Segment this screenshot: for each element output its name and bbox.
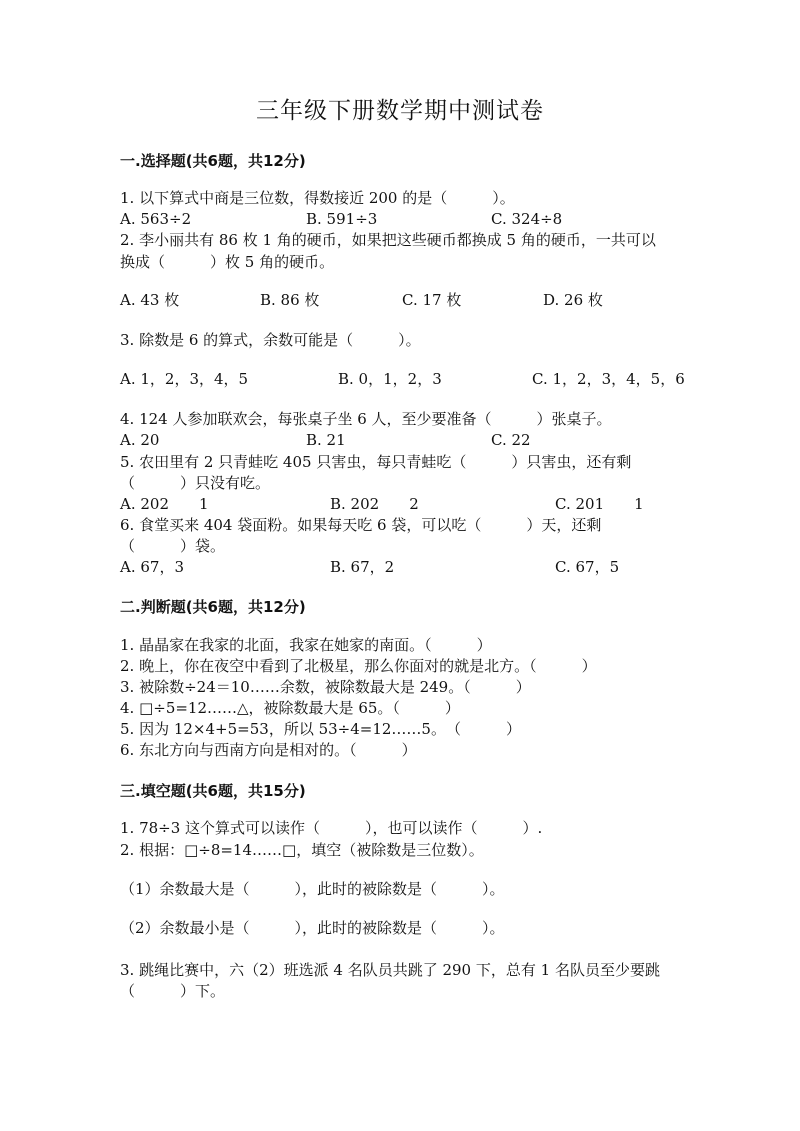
option-b: B. 591÷3 (306, 210, 378, 228)
option-a: A. 1，2，3，4，5 (120, 370, 249, 388)
option-c: C. 17 枚 (402, 291, 462, 309)
section-heading-judge: 二.判断题(共6题，共12分) (120, 598, 306, 616)
question-stem: （ ）只没有吃。 (120, 474, 271, 492)
option-a: A. 202 1 (120, 495, 209, 513)
fill-item: 3. 跳绳比赛中，六（2）班选派 4 名队员共跳了 290 下，总有 1 名队员至少要跳 (120, 961, 660, 979)
question-stem: （ ）袋。 (120, 537, 226, 555)
question-stem: 换成（ ）枚 5 角的硬币。 (120, 253, 335, 271)
option-b: B. 21 (306, 431, 346, 449)
judge-item: 3. 被除数÷24＝10……余数，被除数最大是 249。（ ） (120, 678, 531, 696)
question-stem: 2. 李小丽共有 86 枚 1 角的硬币，如果把这些硬币都换成 5 角的硬币，一共可以 (120, 231, 656, 249)
option-a: A. 43 枚 (120, 291, 180, 309)
option-b: B. 202 2 (330, 495, 419, 513)
question-stem: 6. 食堂买来 404 袋面粉。如果每天吃 6 袋，可以吃（ ）天，还剩 (120, 516, 602, 534)
fill-item: 1. 78÷3 这个算式可以读作（ ），也可以读作（ ）. (120, 819, 543, 837)
fill-item: （2）余数最小是（ ），此时的被除数是（ ）。 (120, 919, 505, 937)
page-title: 三年级下册数学期中测试卷 (256, 98, 544, 124)
option-b: B. 0，1，2，3 (338, 370, 442, 388)
option-c: C. 324÷8 (491, 210, 563, 228)
option-c: C. 1，2，3，4，5，6 (532, 370, 685, 388)
judge-item: 2. 晚上，你在夜空中看到了北极星，那么你面对的就是北方。（ ） (120, 657, 597, 675)
judge-item: 5. 因为 12×4+5=53，所以 53÷4=12……5。 （ ） (120, 720, 521, 738)
section-heading-choice: 一.选择题(共6题，共12分) (120, 152, 306, 170)
fill-item: 2. 根据：□÷8=14……□，填空（被除数是三位数）。 (120, 841, 484, 859)
section-heading-fill: 三.填空题(共6题，共15分) (120, 782, 306, 800)
question-stem: 4. 124 人参加联欢会，每张桌子坐 6 人，至少要准备（ ）张桌子。 (120, 410, 612, 428)
judge-item: 4. □÷5=12……△，被除数最大是 65。（ ） (120, 699, 460, 717)
fill-item: （1）余数最大是（ ），此时的被除数是（ ）。 (120, 880, 505, 898)
option-c: C. 201 1 (555, 495, 644, 513)
judge-item: 6. 东北方向与西南方向是相对的。（ ） (120, 741, 417, 759)
option-b: B. 67，2 (330, 558, 395, 576)
option-b: B. 86 枚 (260, 291, 320, 309)
question-stem: 3. 除数是 6 的算式，余数可能是（ ）。 (120, 331, 421, 349)
option-d: D. 26 枚 (543, 291, 603, 309)
question-stem: 1. 以下算式中商是三位数，得数接近 200 的是（ ）。 (120, 189, 515, 207)
option-c: C. 22 (491, 431, 531, 449)
option-c: C. 67，5 (555, 558, 620, 576)
option-a: A. 20 (120, 431, 160, 449)
option-a: A. 67，3 (120, 558, 184, 576)
option-a: A. 563÷2 (120, 210, 192, 228)
question-stem: 5. 农田里有 2 只青蛙吃 405 只害虫，每只青蛙吃（ ）只害虫，还有剩 (120, 453, 632, 471)
fill-item: （ ）下。 (120, 982, 226, 1000)
judge-item: 1. 晶晶家在我家的北面，我家在她家的南面。（ ） (120, 636, 492, 654)
